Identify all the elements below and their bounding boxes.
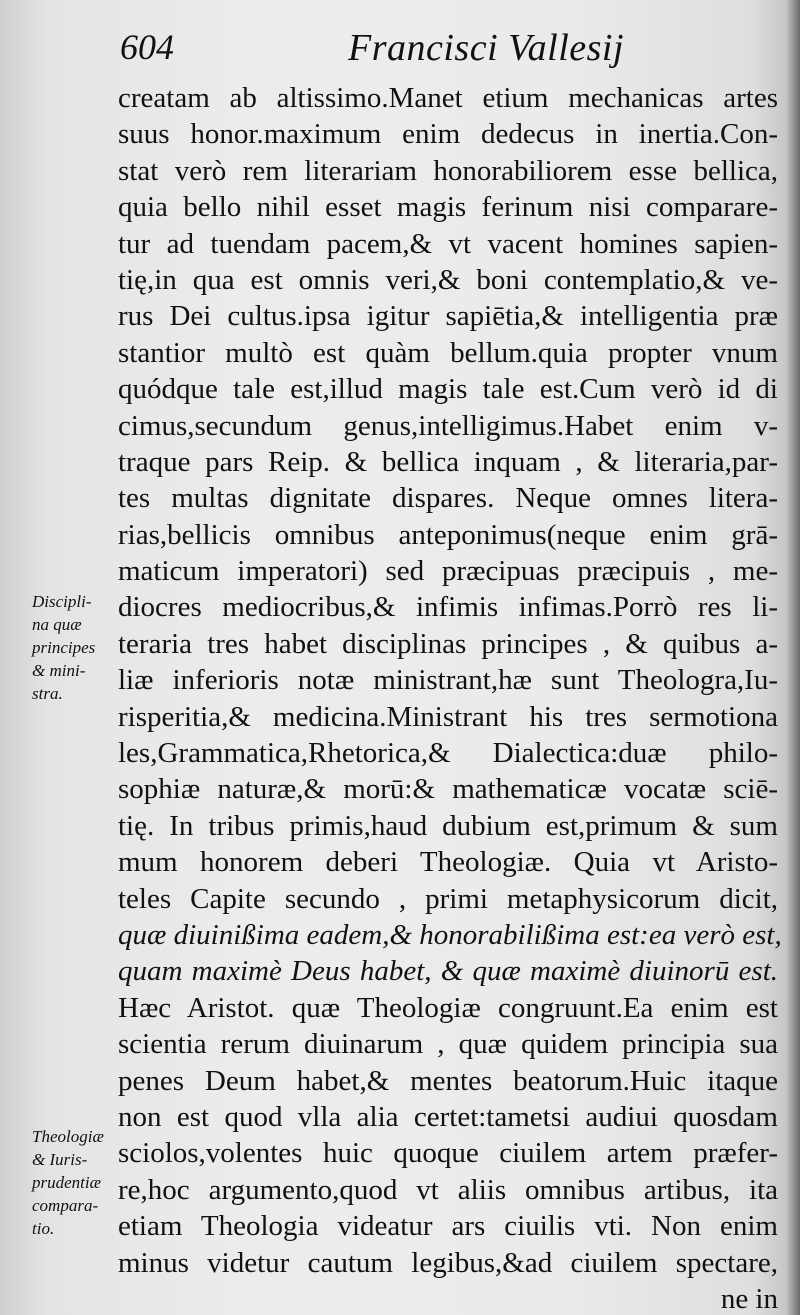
text-line: teles Capite secundo , primi metaphysicorum dicit, bbox=[118, 882, 778, 915]
margin-note-line: prudentiæ bbox=[32, 1173, 101, 1192]
quotation-line: quæ diuinißima eadem,& honorabilißima est:ea verò est, bbox=[118, 918, 782, 951]
text-line: tes multas dignitate dispares. Neque omnes litera- bbox=[118, 482, 778, 515]
text-line: diocres mediocribus,& infimis infimas.Porrò res li- bbox=[118, 591, 778, 624]
text-line: sciolos,volentes huic quoque ciuilem artem præfer- bbox=[118, 1137, 778, 1170]
margin-note-line: principes bbox=[32, 638, 96, 657]
text-line: tur ad tuendam pacem,& vt vacent homines sapien- bbox=[118, 227, 778, 260]
body-text bbox=[118, 80, 782, 1315]
margin-note-line: compara- bbox=[32, 1196, 99, 1215]
page-header bbox=[120, 22, 760, 74]
text-line: cimus,secundum genus,intelligimus.Habet enim v- bbox=[118, 409, 778, 442]
margin-note-line: stra. bbox=[32, 684, 63, 703]
text-line: creatam ab altissimo.Manet etium mechanicas artes bbox=[118, 82, 778, 114]
text-line: quia bello nihil esset magis ferinum nisi comparare- bbox=[118, 191, 778, 224]
margin-note-line: & mini- bbox=[32, 661, 86, 680]
text-line: teraria tres habet disciplinas principes , & quibus a- bbox=[118, 627, 778, 660]
text-line: penes Deum habet,& mentes beatorum.Huic itaque bbox=[118, 1064, 778, 1097]
text-line: tię. In tribus primis,haud dubium est,primum & sum bbox=[118, 809, 778, 842]
page-edge-shadow bbox=[786, 0, 800, 1315]
text-line: re,hoc argumento,quod vt aliis omnibus artibus, ita bbox=[118, 1173, 778, 1206]
text-line: etiam Theologia videatur ars ciuilis vti. Non enim bbox=[118, 1210, 778, 1243]
text-line: sophiæ naturæ,& morū:& mathematicæ vocatæ sciē- bbox=[118, 773, 778, 806]
margin-note-theologiae bbox=[32, 1125, 120, 1240]
text-line: maticum imperatori) sed præcipuas præcipuis , me- bbox=[118, 555, 778, 588]
text-line: non est quod vlla alia certet:tametsi audiui quosdam bbox=[118, 1100, 778, 1133]
catchword: ne in bbox=[720, 1282, 778, 1315]
text-line: tię,in qua est omnis veri,& boni contemplatio,& ve- bbox=[118, 263, 778, 296]
text-line: quódque tale est,illud magis tale est.Cum verò id di bbox=[118, 373, 778, 406]
text-line: rus Dei cultus.ipsa igitur sapiētia,& intelligentia præ bbox=[118, 300, 778, 333]
text-line: scientia rerum diuinarum , quæ quidem principia sua bbox=[118, 1028, 778, 1061]
margin-note-line: tio. bbox=[32, 1219, 55, 1238]
text-line: Hæc Aristot. quæ Theologiæ congruunt.Ea enim est bbox=[118, 991, 778, 1024]
text-line: risperitia,& medicina.Ministrant his tres sermotiona bbox=[118, 700, 778, 733]
text-line: stantior multò est quàm bellum.quia propter vnum bbox=[118, 336, 778, 369]
margin-note-line: & Iuris- bbox=[32, 1150, 88, 1169]
margin-note-line: Discipli- bbox=[32, 592, 92, 611]
page-number: 604 bbox=[120, 27, 174, 67]
text-line: stat verò rem literariam honorabiliorem esse bellica, bbox=[118, 154, 778, 187]
text-line: mum honorem deberi Theologiæ. Quia vt Aristo- bbox=[118, 846, 778, 879]
text-line: traque pars Reip. & bellica inquam , & literaria,par- bbox=[118, 445, 778, 478]
text-line: rias,bellicis omnibus anteponimus(neque enim grā- bbox=[118, 518, 778, 551]
text-line: les,Grammatica,Rhetorica,& Dialectica:duæ philo- bbox=[118, 737, 778, 770]
running-head: Francisci Vallesij bbox=[348, 27, 625, 69]
text-line: minus videtur cautum legibus,&ad ciuilem spectare, bbox=[118, 1246, 778, 1279]
text-line: suus honor.maximum enim dedecus in inertia.Con- bbox=[118, 118, 778, 151]
margin-note-line: na quæ bbox=[32, 615, 82, 634]
margin-note-line: Theologiæ bbox=[32, 1127, 104, 1146]
text-line: liæ inferioris notæ ministrant,hæ sunt Theologra,Iu- bbox=[118, 664, 778, 697]
quotation-line: quam maximè Deus habet, & quæ maximè diuinorū est. bbox=[118, 955, 778, 988]
margin-note-disciplinae bbox=[32, 590, 120, 705]
